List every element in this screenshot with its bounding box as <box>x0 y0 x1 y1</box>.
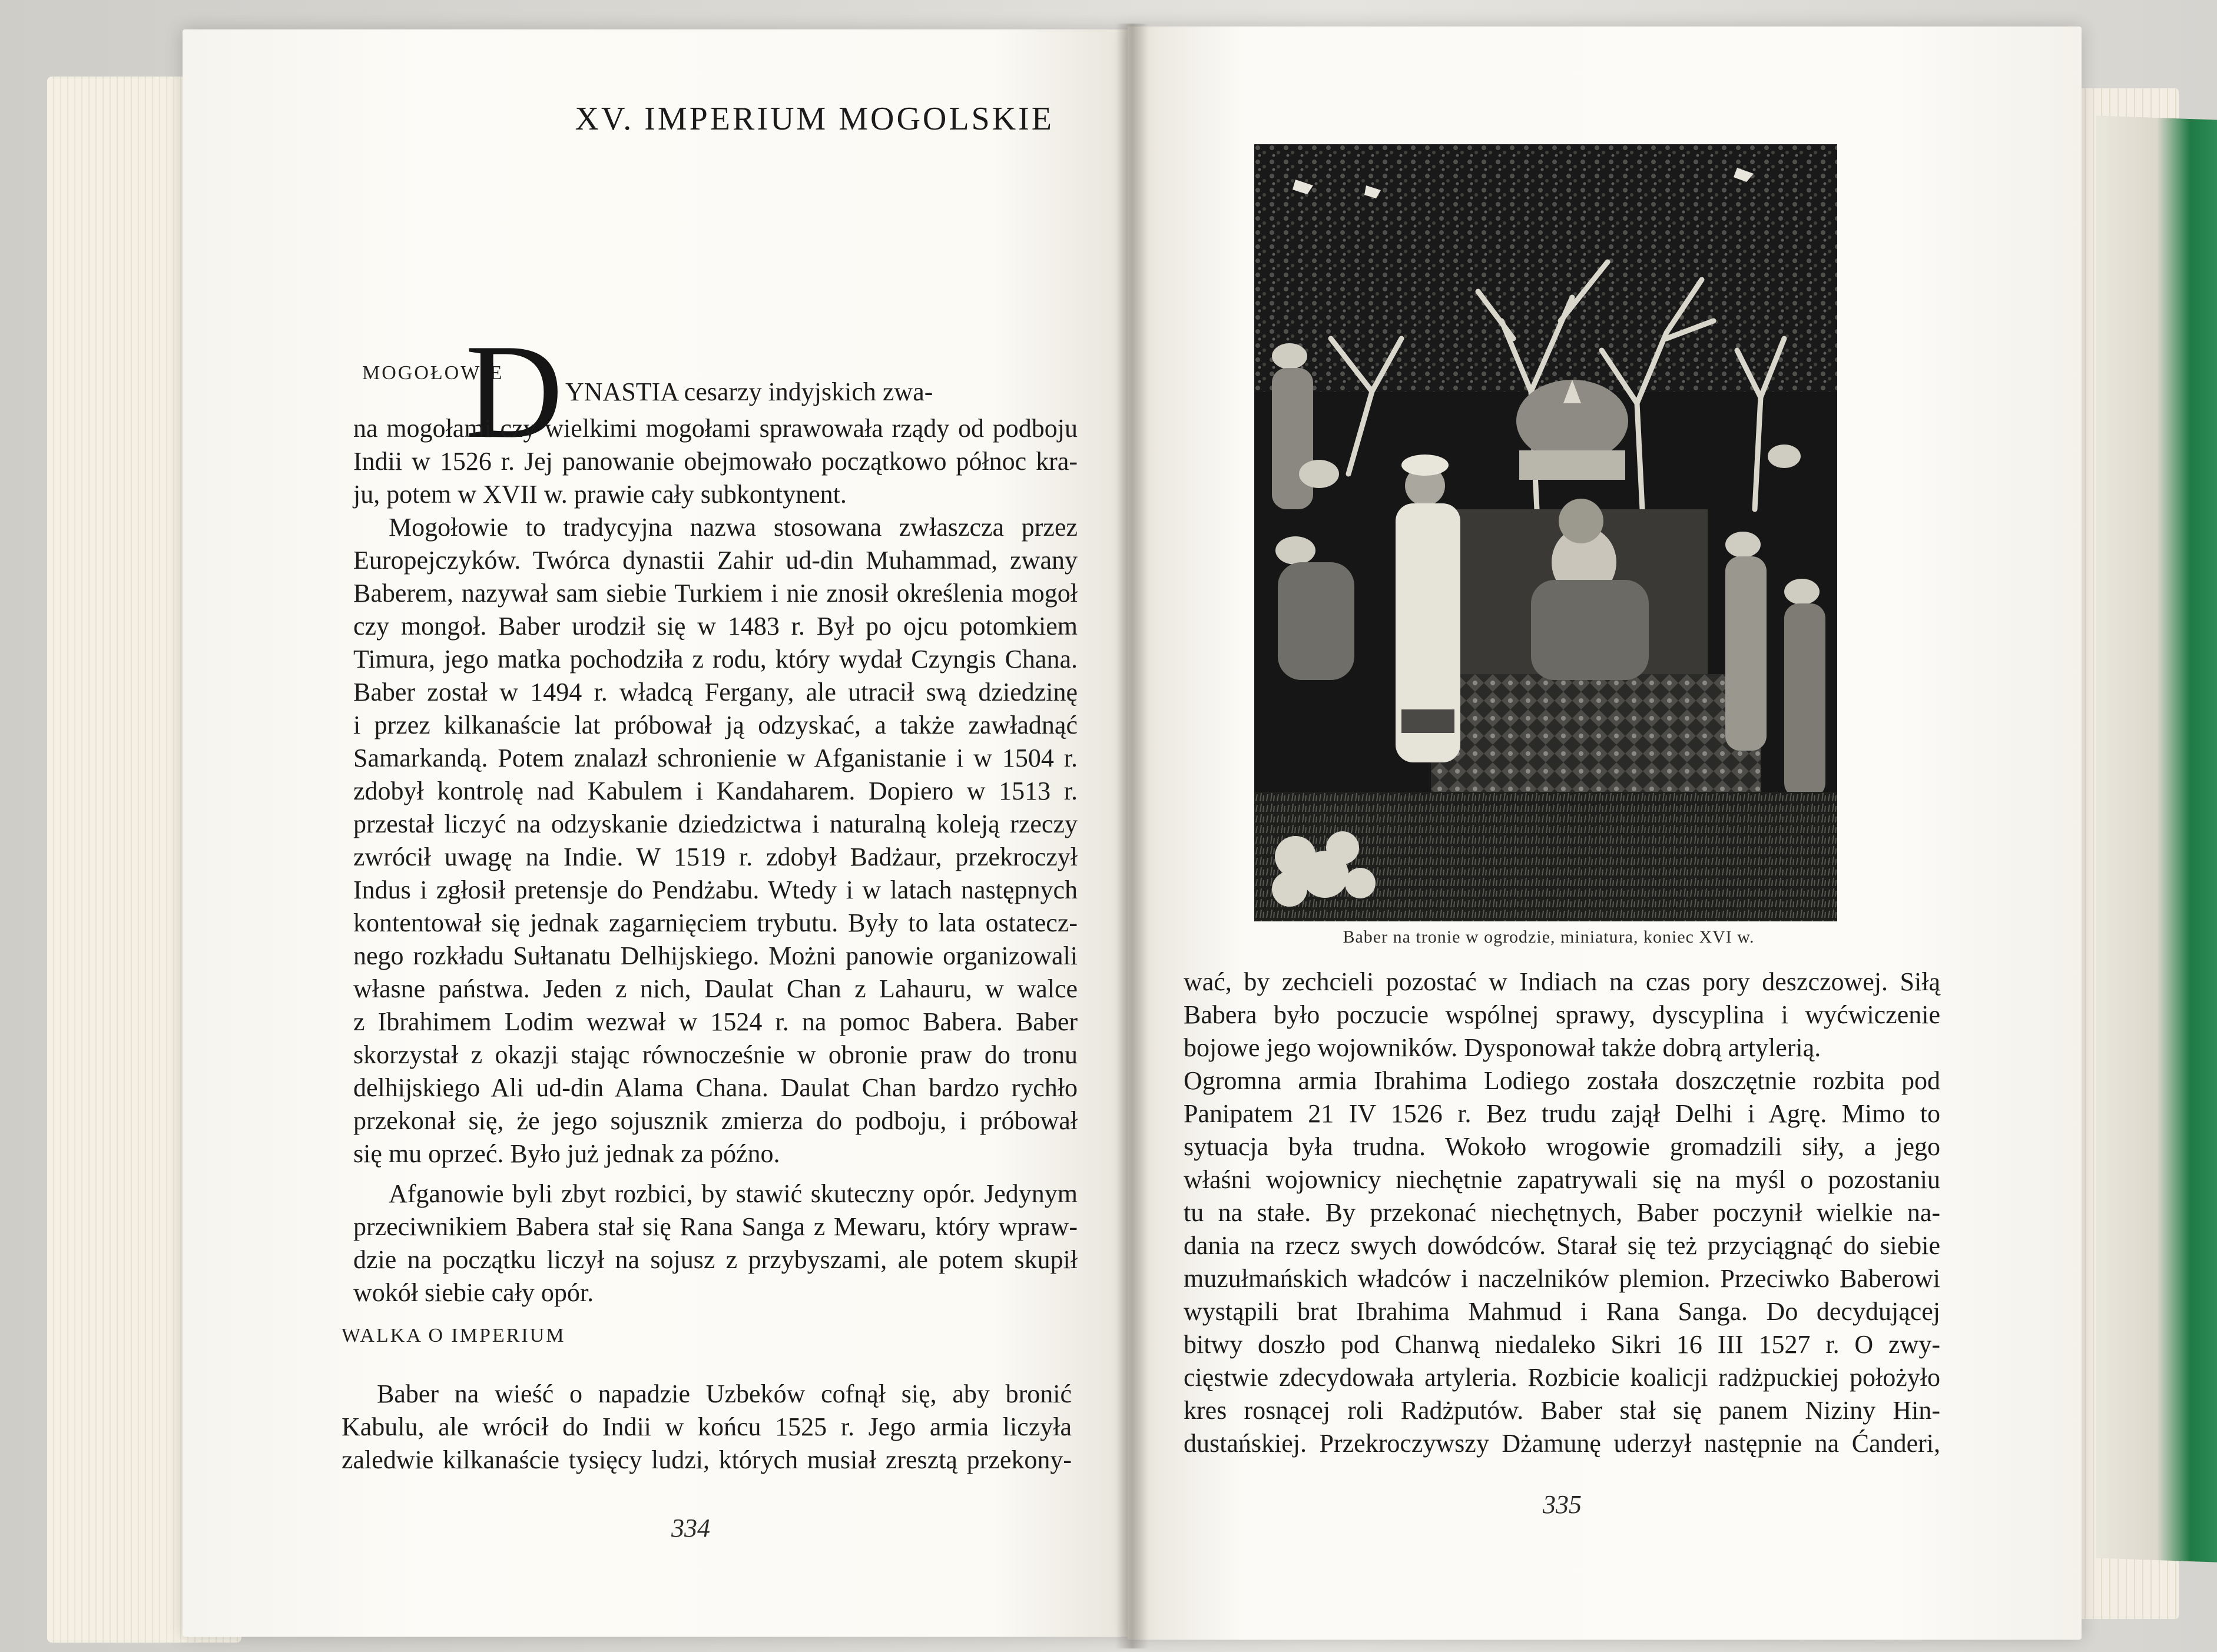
text-line: dania na rzecz swych dowódców. Starał się też przyciągnąć do siebie <box>1184 1231 1940 1260</box>
text-line: zwrócił uwagę na Indie. W 1519 r. zdobył Badżaur, przekroczył <box>353 842 1078 871</box>
text-line: Panipatem 21 IV 1526 r. Bez trudu zajął Delhi i Agrę. Mimo to <box>1184 1099 1940 1128</box>
running-head: XV. IMPERIUM MOGOLSKIE <box>575 101 1054 137</box>
text-line: się mu oprzeć. Było już jednak za późno. <box>353 1139 780 1168</box>
right-body-text <box>1184 966 1940 1460</box>
miniature-image <box>1254 144 1837 921</box>
text-line: kontentował się jednak zagarnięciem trybutu. Były to lata ostatecz- <box>353 908 1078 937</box>
text-line: muzułmańskich władców i naczelników plemion. Przeciwko Baberowi <box>1184 1264 1940 1293</box>
section-heading-walka-o-imperium: WALKA O IMPERIUM <box>342 1325 566 1346</box>
paragraph-2 <box>353 511 1078 1170</box>
text-line: Kabulu, ale wrócił do Indii w końcu 1525 r. Jego armia liczyła <box>342 1412 1072 1441</box>
section-heading-mogolowie: MOGOŁOWIE <box>362 362 504 384</box>
drop-cap: D <box>465 316 564 466</box>
text-line: Baber na wieść o napadzie Uzbeków cofnął się, aby bronić <box>377 1379 1072 1408</box>
drop-cap-continuation: YNASTIA cesarzy indyjskich zwa- <box>565 377 933 406</box>
text-line: bojowe jego wojowników. Dysponował także dobrą artylerią. <box>1184 1033 1821 1062</box>
text-line: Samarkandą. Potem znalazł schronienie w Afganistanie i w 1504 r. <box>353 744 1078 772</box>
text-line: wystąpili brat Ibrahima Mahmud i Rana Sanga. Do decydującej <box>1184 1297 1940 1326</box>
book-cover-edge <box>2096 115 2217 1562</box>
text-line: Europejczyków. Twórca dynastii Zahir ud-din Muhammad, zwany <box>353 546 1078 575</box>
text-line: z Ibrahimem Lodim wezwał w 1524 r. na pomoc Babera. Baber <box>353 1007 1078 1036</box>
paragraph-3 <box>353 1177 1078 1309</box>
text-line: zaledwie kilkanaście tysięcy ludzi, których musiał zresztą przekony- <box>342 1445 1072 1474</box>
text-line: sytuacja była trudna. Wokoło wrogowie gromadzili siły, a jego <box>1184 1132 1940 1161</box>
text-line: przestał liczyć na odzyskanie dziedzictwa i naturalną koleją rzeczy <box>353 810 1078 838</box>
text-line: czy mongoł. Baber urodził się w 1483 r. Był po ojcu potomkiem <box>353 612 1078 641</box>
book-gutter <box>1116 24 1148 1648</box>
text-line: właśni wojownicy niechętnie zapatrywali się na myśl o pozostaniu <box>1184 1165 1940 1194</box>
text-line: tu na stałe. By przekonać niechętnych, Baber poczynił wielkie na- <box>1184 1198 1940 1227</box>
text-line: ju, potem w XVII w. prawie cały subkontynent. <box>353 480 847 509</box>
text-line: własne państwa. Jeden z nich, Daulat Chan z Lahauru, w walce <box>353 974 1078 1003</box>
left-body-text-2 <box>342 1378 1072 1477</box>
text-line: delhijskiego Ali ud-din Alama Chana. Daulat Chan bardzo rychło <box>353 1073 1078 1102</box>
text-line: Afganowie byli zbyt rozbici, by stawić skuteczny opór. Jedynym <box>389 1179 1078 1208</box>
figure-caption: Baber na tronie w ogrodzie, miniatura, koniec XVI w. <box>1343 927 1755 947</box>
text-line: przeciwnikiem Babera stał się Rana Sanga z Mewaru, który wpraw- <box>353 1212 1078 1241</box>
text-line: Baber został w 1494 r. władcą Fergany, ale utracił swą dziedzinę <box>353 678 1078 706</box>
text-line: przekonał się, że jego sojusznik zmierza do podboju, i próbował <box>353 1106 1078 1135</box>
text-line: kres rosnącej roli Radżputów. Baber stał się panem Niziny Hin- <box>1184 1396 1940 1425</box>
miniature-illustration <box>1254 144 1837 921</box>
text-line: Indii w 1526 r. Jej panowanie obejmowało początkowo północ kra- <box>353 447 1078 476</box>
text-line: skorzystał z okazji stając równocześnie w obronie praw do tronu <box>353 1040 1078 1069</box>
text-line: na mogołami czy wielkimi mogołami sprawowała rządy od podboju <box>353 414 1078 443</box>
text-line: nego rozkładu Sułtanatu Delhijskiego. Możni panowie organizowali <box>353 941 1078 970</box>
page-number-left: 334 <box>671 1514 710 1542</box>
text-line: Baberem, nazywał sam siebie Turkiem i nie znosił określenia mogoł <box>353 579 1078 608</box>
text-line: i przez kilkanaście lat próbował ją odzyskać, a także zawładnąć <box>353 711 1078 739</box>
text-line: Mogołowie to tradycyjna nazwa stosowana zwłaszcza przez <box>389 513 1078 542</box>
left-body-text <box>353 412 1078 1309</box>
text-line: Timura, jego matka pochodziła z rodu, który wydał Czyngis Chana. <box>353 645 1078 674</box>
text-line: dustańskiej. Przekroczywszy Dżamunę uderzył następnie na Ćanderi, <box>1184 1429 1940 1458</box>
text-line: dzie na początku liczył na sojusz z przybyszami, ale potem skupił <box>353 1245 1078 1274</box>
text-line: Indus i zgłosił pretensje do Pendżabu. Wtedy i w latach następnych <box>353 875 1078 904</box>
text-line: cięstwie zdecydowała artyleria. Rozbicie koalicji radżpuckiej położyło <box>1184 1363 1940 1392</box>
text-line: zdobył kontrolę nad Kabulem i Kandaharem. Dopiero w 1513 r. <box>353 777 1078 805</box>
text-line: bitwy doszło pod Chanwą niedaleko Sikri 16 III 1527 r. O zwy- <box>1184 1330 1940 1359</box>
text-line: wać, by zechcieli pozostać w Indiach na czas pory deszczowej. Siłą <box>1184 967 1940 996</box>
text-line: wokół siebie cały opór. <box>353 1278 594 1307</box>
page-number-right: 335 <box>1543 1490 1582 1519</box>
paragraph-1 <box>353 412 1078 511</box>
text-line: Ogromna armia Ibrahima Lodiego została doszczętnie rozbita pod <box>1184 1066 1940 1095</box>
text-line: Babera było poczucie wspólnej sprawy, dyscyplina i wyćwiczenie <box>1184 1000 1940 1029</box>
